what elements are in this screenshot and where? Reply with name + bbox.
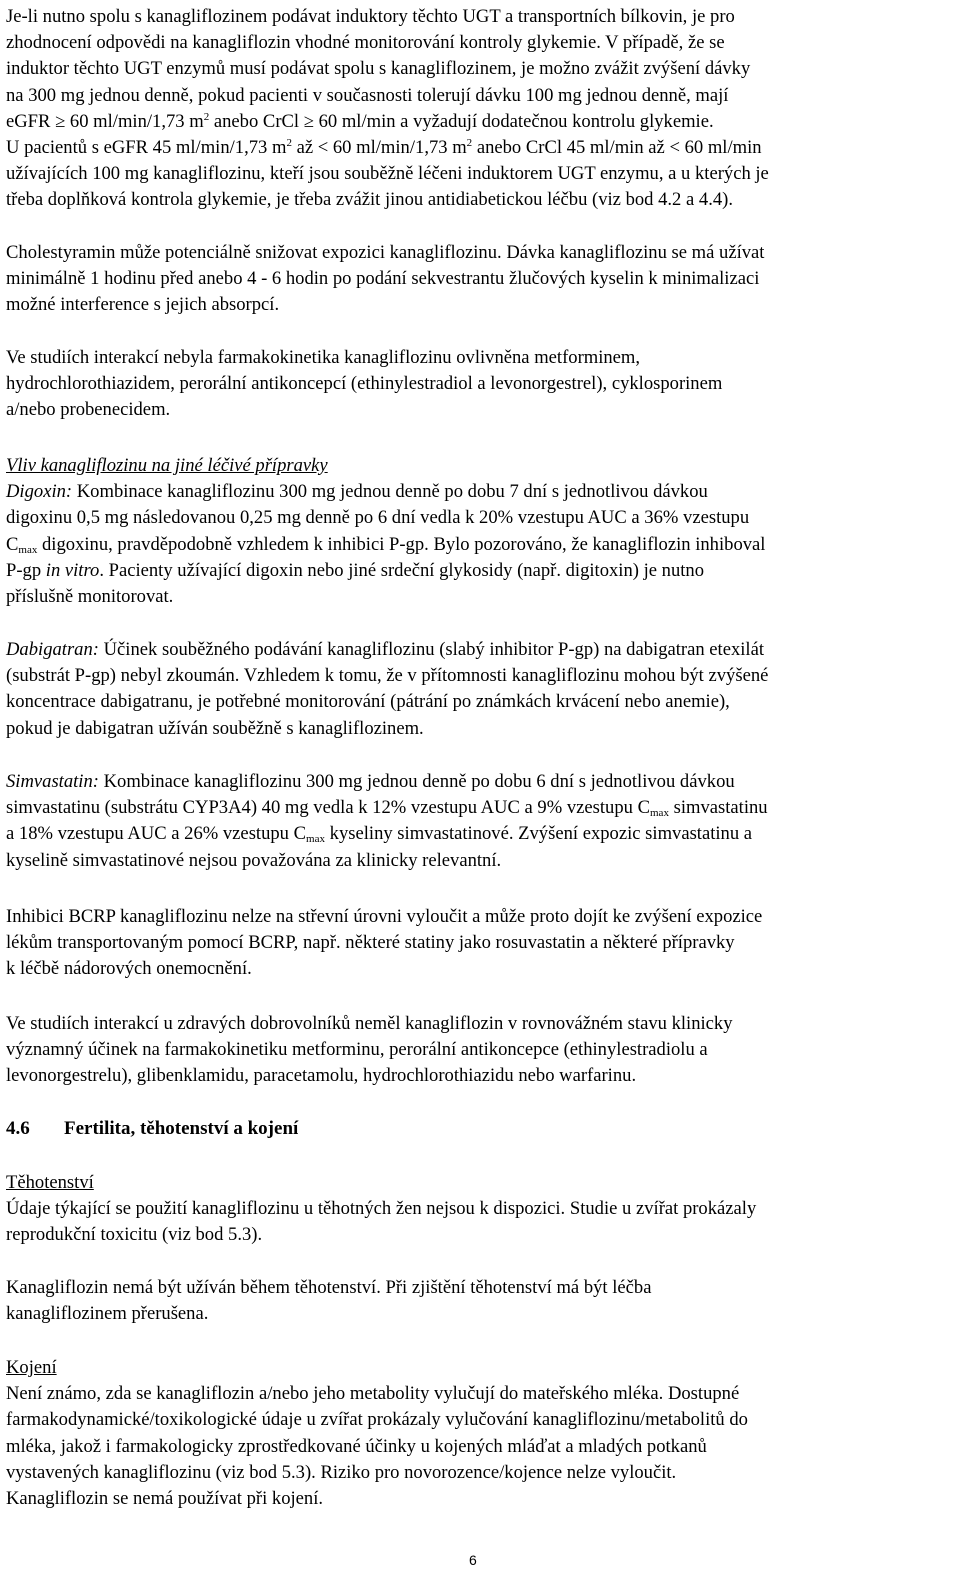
text-line [6,109,952,135]
paragraph-ugt-inductors [6,4,952,214]
text-line: Kanagliflozin se nemá používat při kojení. [6,1488,324,1510]
text-line [6,821,952,847]
text-line: koncentrace dabigatranu, je potřebné monitorování (pátrání po známkách krvácení nebo anemie), [6,691,730,713]
text-line: farmakodynamické/toxikologické údaje u zvířat prokázaly vylučování kanagliflozinu/metabolitů do [6,1409,748,1431]
text-line [6,558,952,584]
text-line: k léčbě nádorových onemocnění. [6,958,252,980]
text-line: kanagliflozinem přerušena. [6,1303,209,1325]
text-line: Cholestyramin může potenciálně snižovat expozici kanagliflozinu. Dávka kanagliflozinu se má užívat [6,242,765,263]
text-run: digoxinu, pravděpodobně vzhledem k inhibici P-gp. Bylo pozorováno, že kanagliflozin inhiboval [37,533,766,555]
text-line: Údaje týkající se použití kanagliflozinu u těhotných žen nejsou k dispozici. Studie u zvířat prokázaly [6,1198,757,1220]
text-run: kyseliny simvastatinové. Zvýšení expozic simvastatinu a [325,823,753,845]
text-line: Inhibici BCRP kanagliflozinu nelze na střevní úrovni vyloučit a může proto dojít ke zvýšení expozice [6,906,763,927]
page-number: 6 [469,1552,477,1568]
text-run: . Pacienty užívající digoxin nebo jiné srdeční glykosidy (např. digitoxin) je nutno [99,559,705,581]
subsection-heading: Těhotenství [6,1172,94,1193]
paragraph-cholestyramine [6,240,952,319]
text-line: a/nebo probenecidem. [6,399,171,421]
text-line [6,769,952,795]
paragraph-bcrp [6,904,952,983]
text-run: U pacientů s eGFR 45 ml/min/1,73 m [6,137,287,159]
text-line: významný účinek na farmakokinetiku metforminu, perorální antikoncepce (ethinylestradiolu a [6,1039,708,1061]
subsection-heading: Kojení [6,1357,57,1378]
subsection-heading: Vliv kanagliflozinu na jiné léčivé přípravky [6,455,328,476]
text-line: třeba doplňková kontrola glykemie, je třeba zvážit jinou antidiabetickou léčbu (viz bod 4.2 a 4.4). [6,189,733,211]
text-line: lékům transportovaným pomocí BCRP, např. některé statiny jako rosuvastatin a některé přípravky [6,932,735,954]
text-run: až < 60 ml/min/1,73 m [291,137,467,159]
section-pregnancy [6,1170,952,1249]
text-line: vystavených kanagliflozinu (viz bod 5.3). Riziko pro novorozence/kojence nelze vyloučit. [6,1461,677,1483]
superscript: 2 [203,110,210,123]
text-line: hydrochlorothiazidem, perorální antikoncepcí (ethinylestradiol a levonorgestrel), cyklosporinem [6,373,723,395]
paragraph-pregnancy-use [6,1275,952,1327]
section-heading-4-6 [6,1118,298,1140]
text-line: zhodnocení odpovědi na kanagliflozin vhodné monitorování kontroly glykemie. V případě, že se [6,32,725,54]
text-line: Ve studiích interakcí nebyla farmakokinetika kanagliflozinu ovlivněna metforminem, [6,347,641,368]
text-run: a 18% vzestupu AUC a 26% vzestupu C [6,823,307,845]
text-line [6,532,952,558]
text-line: mléka, jakož i farmakologicky zprostředkované účinky u kojených mláďat a mladých potkanů [6,1435,707,1457]
text-run: P-gp [6,559,46,581]
text-line: příslušně monitorovat. [6,586,174,608]
drug-label: Simvastatin: [6,771,99,792]
text-line: Je-li nutno spolu s kanagliflozinem podávat induktory těchto UGT a transportních bílkovin, je pro [6,6,735,27]
drug-label: Digoxin: [6,481,73,503]
subscript: max [650,807,669,820]
text-line: možné interference s jejich absorpcí. [6,294,280,316]
text-line: (substrát P-gp) nebyl zkoumán. Vzhledem k tomu, že v přítomnosti kanagliflozinu mohou být zvýšené [6,665,769,687]
text-run: eGFR ≥ 60 ml/min/1,73 m [6,110,204,132]
text-line [6,479,952,505]
text-line: reprodukční toxicitu (viz bod 5.3). [6,1224,263,1246]
section-lactation [6,1355,952,1512]
text-run: C [6,533,19,555]
section-effect-on-other-drugs [6,453,952,610]
text-run: Kombinace kanagliflozinu 300 mg jednou denně po dobu 7 dní s jednotlivou dávkou [72,481,708,503]
text-line: kyselině simvastatinové nejsou považována za klinicky relevantní. [6,849,502,871]
text-run: simvastatinu (substrátu CYP3A4) 40 mg vedla k 12% vzestupu AUC a 9% vzestupu C [6,797,650,819]
text-line: minimálně 1 hodinu před anebo 4 - 6 hodin po podání sekvestrantu žlučových kyselin k minimalizaci [6,268,760,290]
subscript: max [18,543,38,556]
paragraph-dabigatran [6,637,952,742]
text-line: digoxinu 0,5 mg následovanou 0,25 mg denně po 6 dní vedla k 20% vzestupu AUC a 36% vzestupu [6,507,750,529]
paragraph-healthy-volunteers [6,1011,952,1090]
superscript: 2 [466,137,473,150]
italic-run: in vitro [45,559,100,581]
text-run: anebo CrCl ≥ 60 ml/min a vyžadují dodatečnou kontrolu glykemie. [209,110,714,132]
text-line: Ve studiích interakcí u zdravých dobrovolníků neměl kanagliflozin v rovnovážném stavu klinicky [6,1013,733,1034]
text-run: Účinek souběžného podávání kanagliflozinu (slabý inhibitor P-gp) na dabigatran etexilát [98,639,765,660]
paragraph-simvastatin [6,769,952,874]
text-line: induktor těchto UGT enzymů musí podávat spolu s kanagliflozinem, je možno zvážit zvýšení dávky [6,58,751,80]
text-line: na 300 mg jednou denně, pokud pacienti v současnosti tolerují dávku 100 mg jednou denně, mají [6,84,729,106]
text-line: pokud je dabigatran užíván souběžně s kanagliflozinem. [6,717,424,739]
text-run: Kombinace kanagliflozinu 300 mg jednou denně po dobu 6 dní s jednotlivou dávkou [98,771,735,792]
drug-label: Dabigatran: [6,639,99,660]
subscript: max [306,833,325,846]
text-line: Kanagliflozin nemá být užíván během těhotenství. Při zjištění těhotenství má být léčba [6,1277,652,1298]
superscript: 2 [286,137,292,150]
paragraph-interaction-studies [6,345,952,424]
text-line: levonorgestrelu), glibenklamidu, paracetamolu, hydrochlorothiazidu nebo warfarinu. [6,1065,637,1087]
text-line [6,135,952,161]
text-run: anebo CrCl 45 ml/min až < 60 ml/min [472,137,762,159]
text-line: užívajících 100 mg kanagliflozinu, kteří jsou souběžně léčeni induktorem UGT enzymu, a u kterých je [6,163,769,185]
text-line [6,795,952,821]
section-number: 4.6 [6,1118,30,1139]
text-line: Není známo, zda se kanagliflozin a/nebo jeho metabolity vylučují do mateřského mléka. Dostupné [6,1383,740,1405]
text-line [6,637,952,663]
text-run: simvastatinu [668,797,768,819]
section-title: Fertilita, těhotenství a kojení [64,1118,299,1139]
